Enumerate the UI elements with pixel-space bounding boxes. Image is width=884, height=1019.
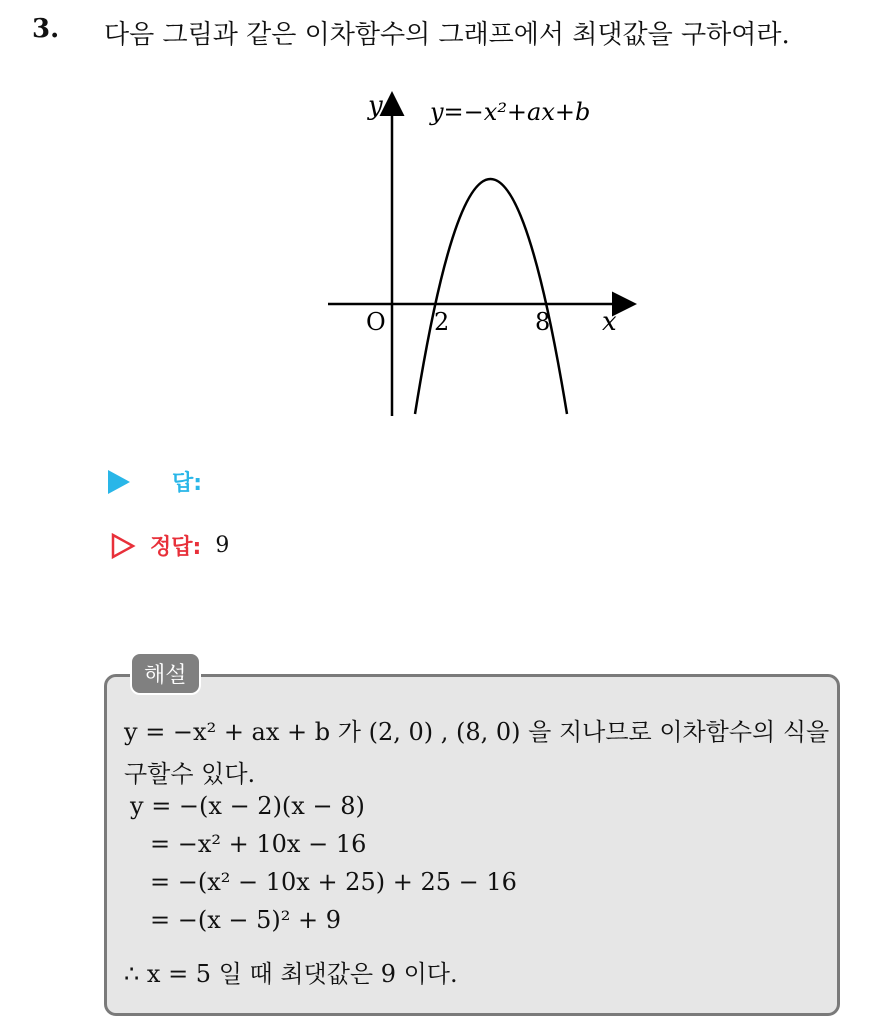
solution-line-4: = −x² + 10x − 16 bbox=[150, 830, 367, 858]
solution-line-6: = −(x − 5)² + 9 bbox=[150, 906, 342, 934]
solution-line-3: y = −(x − 2)(x − 8) bbox=[130, 792, 365, 820]
correct-answer-value: 9 bbox=[215, 533, 230, 558]
answer-label: 답: bbox=[172, 471, 203, 496]
answer-row bbox=[108, 466, 202, 497]
solution-tag: 해설 bbox=[130, 652, 201, 695]
x-axis-label: x bbox=[602, 307, 617, 337]
parabola-curve bbox=[415, 179, 567, 414]
question-text: 다음 그림과 같은 이차함수의 그래프에서 최댓값을 구하여라. bbox=[104, 20, 790, 50]
solution-line-2: 구할수 있다. bbox=[124, 760, 256, 788]
filled-triangle-icon bbox=[108, 470, 130, 494]
solution-line-7: ∴ x = 5 일 때 최댓값은 9 이다. bbox=[124, 960, 458, 988]
origin-label: O bbox=[366, 308, 386, 336]
y-axis-label: y bbox=[368, 91, 383, 121]
correct-answer-row bbox=[110, 530, 229, 561]
parabola-graph bbox=[320, 84, 650, 424]
solution-line-5: = −(x² − 10x + 25) + 25 − 16 bbox=[150, 868, 517, 896]
root-label-8: 8 bbox=[535, 308, 551, 336]
outline-triangle-icon bbox=[110, 533, 136, 559]
equation-label: y=−x²+ax+b bbox=[430, 98, 591, 126]
correct-answer-label: 정답: bbox=[150, 535, 202, 560]
question-number: 3. bbox=[32, 14, 60, 44]
root-label-2: 2 bbox=[434, 308, 450, 336]
solution-line-1: y = −x² + ax + b 가 (2, 0) , (8, 0) 을 지나므로 이차함수의 식을 bbox=[124, 718, 830, 746]
